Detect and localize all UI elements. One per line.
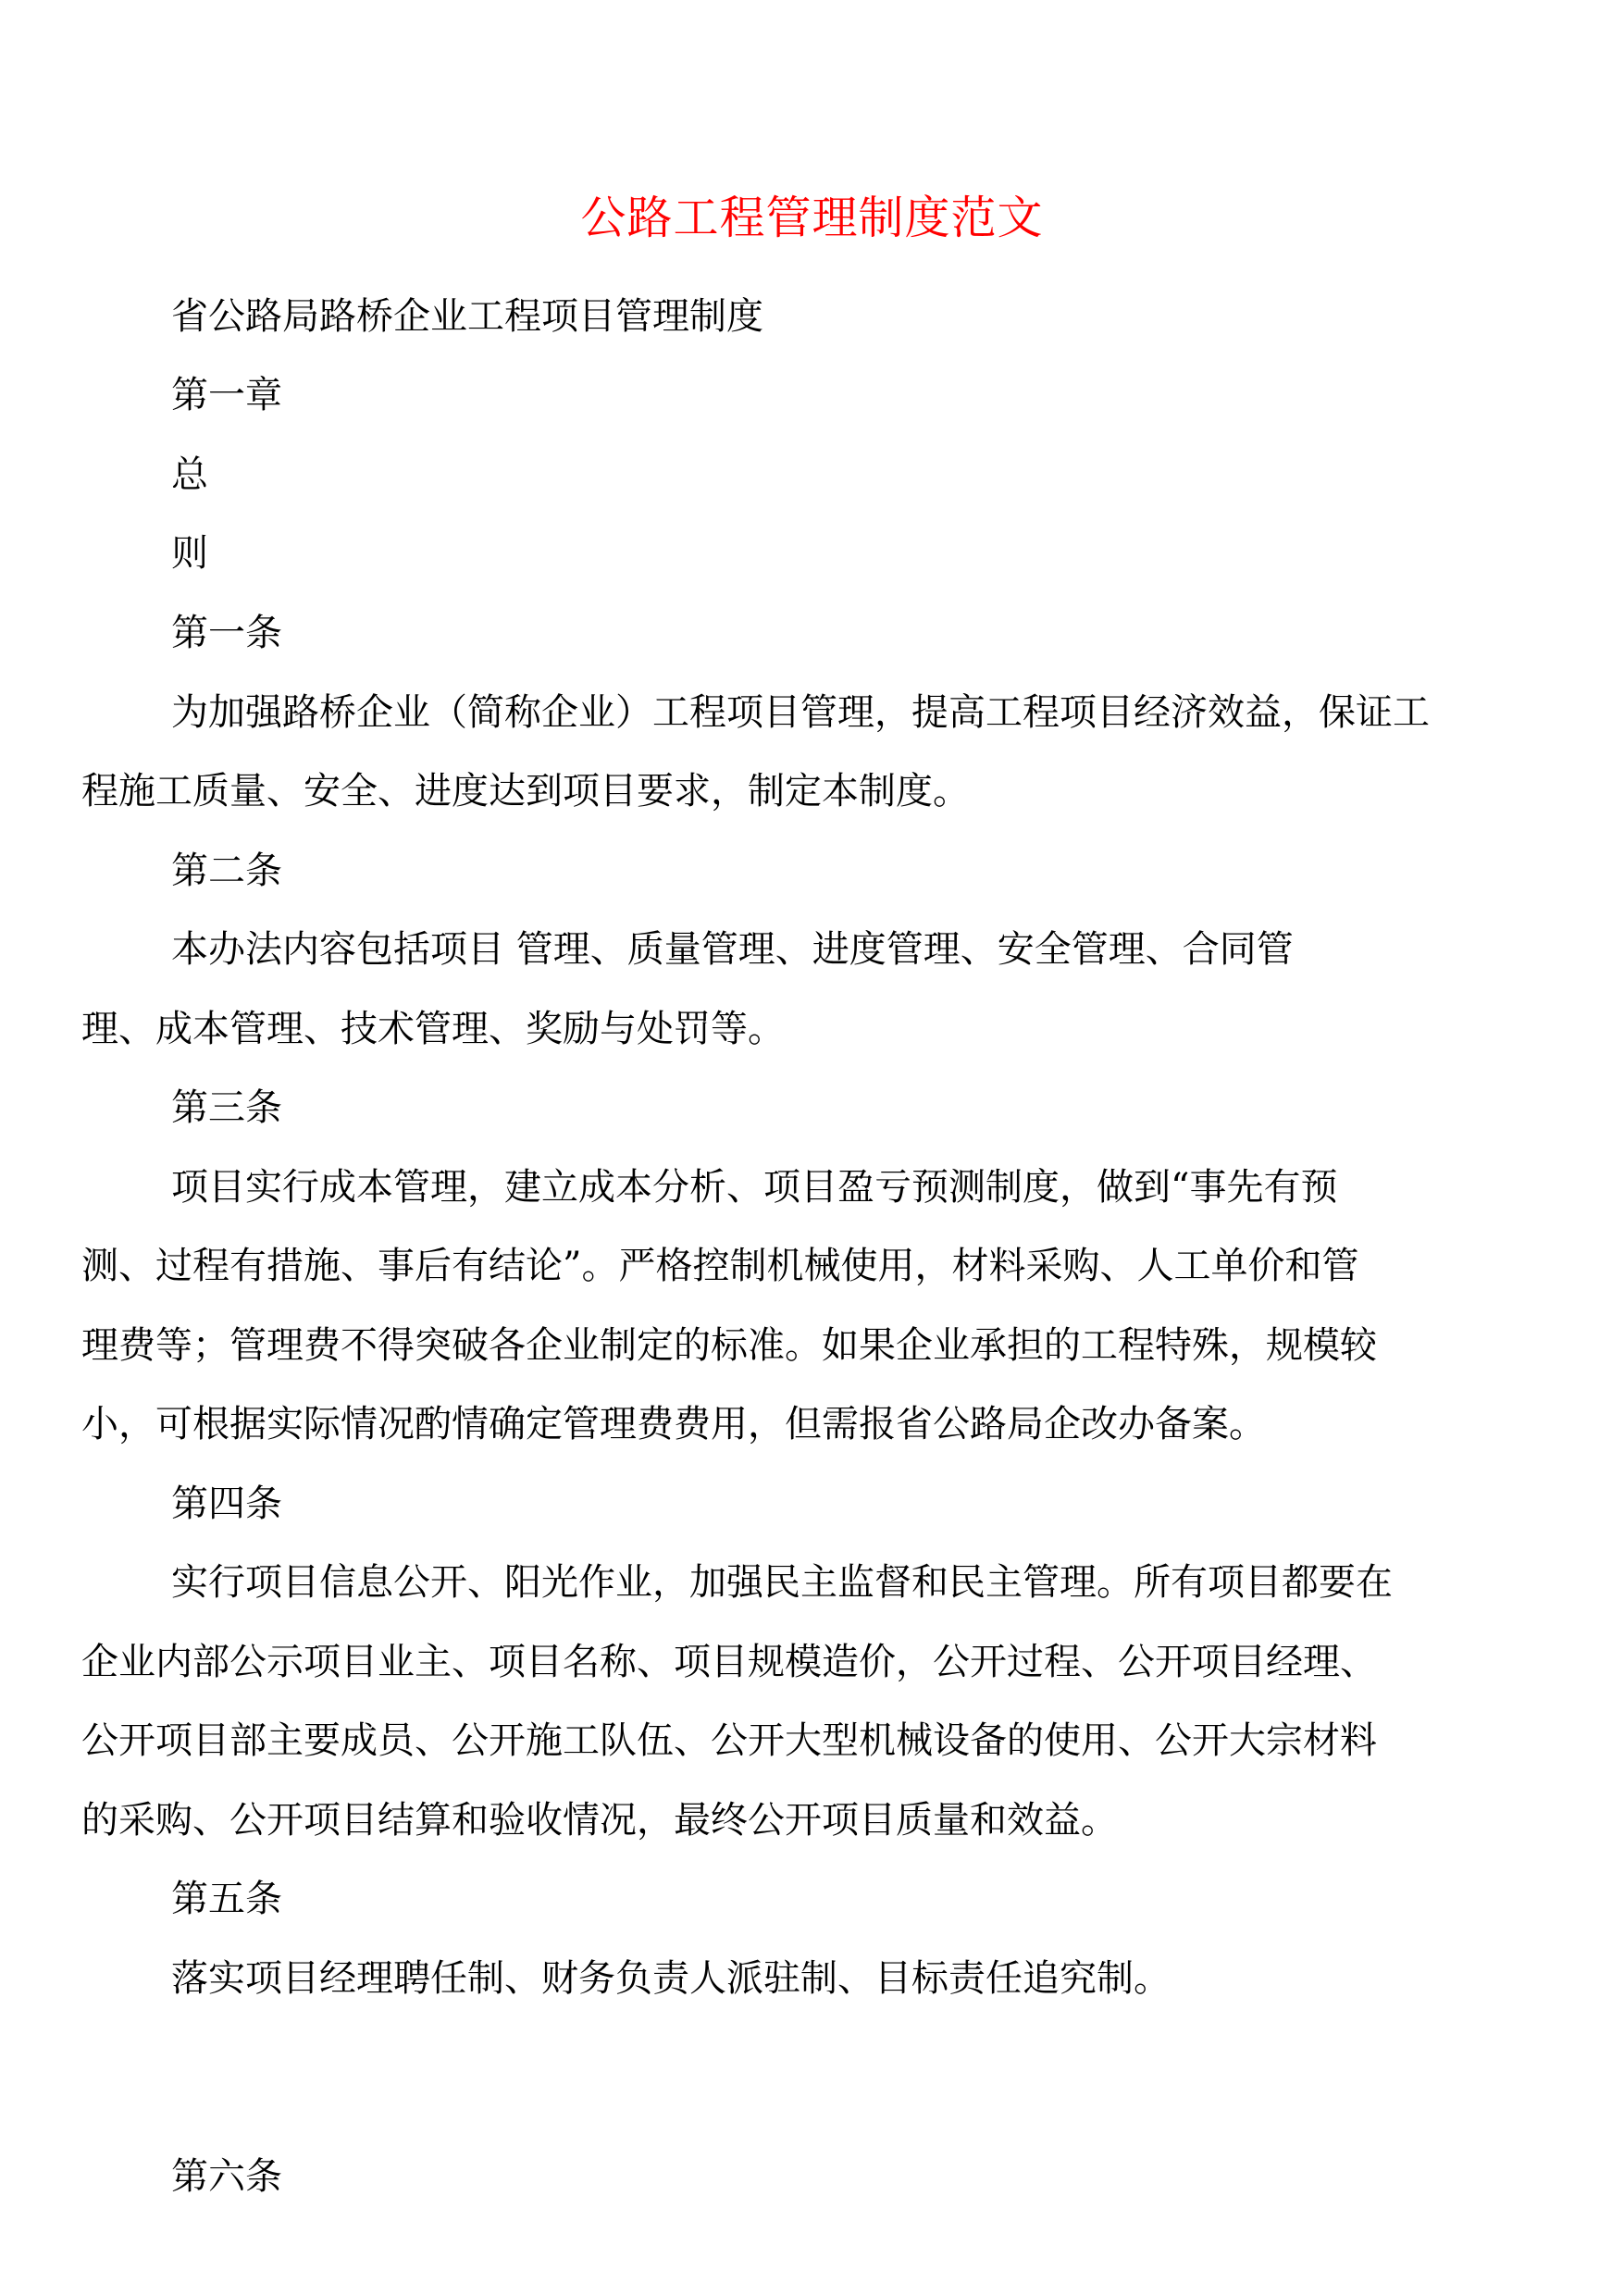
document-title: 公路工程管理制度范文 — [580, 192, 1044, 244]
article-2-line-1: 本办法内容包括项目 管理、质量管理、进度管理、安全管理、合同管 — [171, 928, 1294, 971]
article-2-heading: 第二条 — [171, 850, 282, 892]
article-4-heading: 第四条 — [171, 1482, 282, 1525]
article-6-heading: 第六条 — [171, 2155, 282, 2198]
article-1-line-1: 为加强路桥企业（简称企业）工程项目管理，提高工程项目经济效益，保证工 — [171, 691, 1430, 734]
article-1-heading: 第一条 — [171, 612, 282, 654]
article-4-line-4: 的采购、公开项目结算和验收情况，最终公开项目质量和效益。 — [81, 1799, 1118, 1842]
article-3-line-1: 项目实行成本管理，建立成本分析、项目盈亏预测制度，做到“事先有预 — [171, 1166, 1338, 1209]
article-3-heading: 第三条 — [171, 1086, 282, 1129]
chapter-heading: 第一章 — [171, 374, 282, 416]
article-4-line-1: 实行项目信息公开、阳光作业，加强民主监督和民主管理。所有项目都要在 — [171, 1561, 1393, 1604]
article-1-line-2: 程施工质量、安全、进度达到项目要求，制定本制度。 — [81, 770, 970, 813]
article-2-line-2: 理、成本管理、技术管理、奖励与处罚等。 — [81, 1008, 785, 1050]
article-4-line-3: 公开项目部主要成员、公开施工队伍、公开大型机械设备的使用、公开大宗材料 — [81, 1719, 1377, 1762]
article-3-line-2: 测、过程有措施、事后有结论”。严格控制机械使用，材料采购、人工单价和管 — [81, 1245, 1359, 1287]
document-subtitle: 省公路局路桥企业工程项目管理制度 — [171, 295, 763, 338]
article-3-line-4: 小，可根据实际情况酌情确定管理费费用，但需报省公路局企改办备案。 — [81, 1403, 1266, 1445]
article-5-line-1: 落实项目经理聘任制、财务负责人派驻制、目标责任追究制。 — [171, 1957, 1171, 2000]
chapter-name-part-2: 则 — [171, 532, 208, 575]
chapter-name-part-1: 总 — [171, 453, 208, 496]
article-5-heading: 第五条 — [171, 1878, 282, 1920]
article-4-line-2: 企业内部公示项目业主、项目名称、项目规模造价，公开过程、公开项目经理、 — [81, 1641, 1377, 1683]
article-3-line-3: 理费等；管理费不得突破各企业制定的标准。如果企业承担的工程特殊，规模较 — [81, 1324, 1377, 1367]
